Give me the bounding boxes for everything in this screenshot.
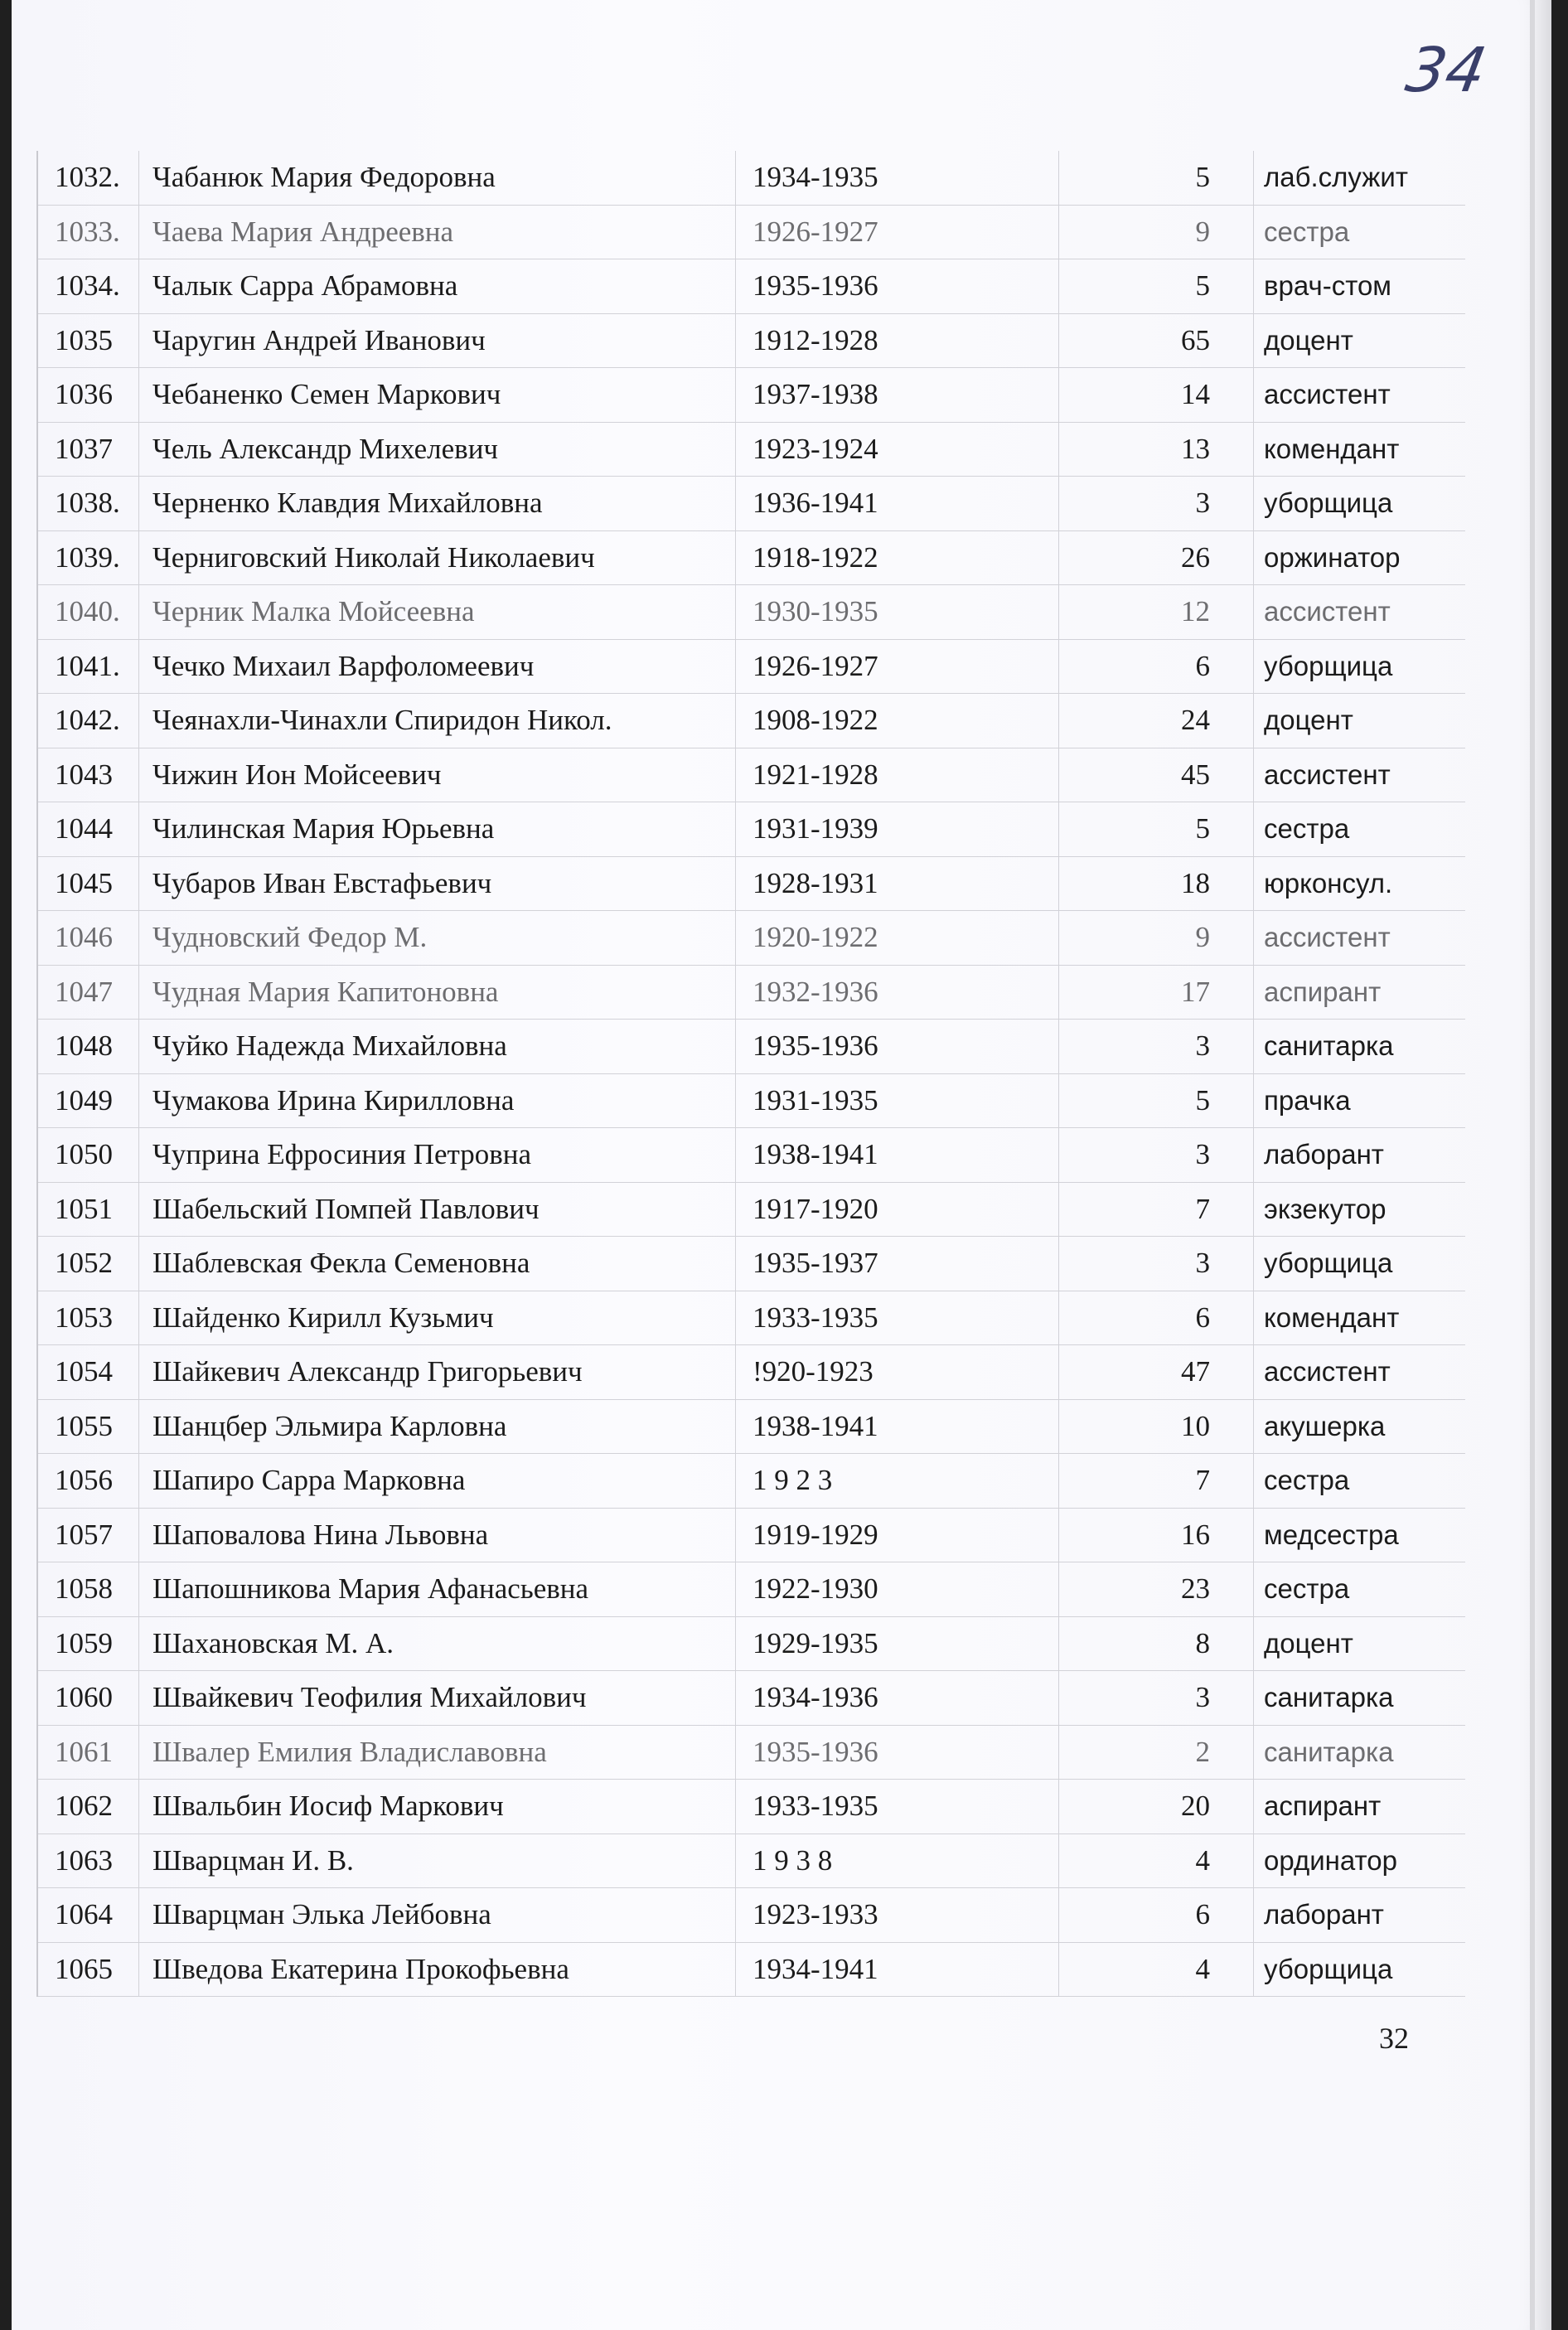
table-row xyxy=(38,1943,1465,1998)
table-row xyxy=(38,368,1465,423)
job-position: лаб.служит xyxy=(1264,162,1408,193)
job-position: ассистент xyxy=(1264,922,1391,953)
person-name: Чель Александр Михелевич xyxy=(139,423,736,477)
record-number: 1033. xyxy=(38,206,139,259)
table-row xyxy=(38,1834,1465,1889)
record-number: 1043 xyxy=(38,748,139,802)
record-number: 1052 xyxy=(38,1237,139,1291)
service-years: 1935-1936 xyxy=(736,1726,1059,1780)
table-row xyxy=(38,423,1465,477)
record-count: 5 xyxy=(1059,259,1254,313)
record-count: 5 xyxy=(1059,151,1254,205)
person-name: Шахановская М. А. xyxy=(139,1617,736,1671)
job-position: доцент xyxy=(1264,1627,1353,1659)
record-count: 18 xyxy=(1059,857,1254,911)
record-count: 65 xyxy=(1059,314,1254,368)
record-number: 1032. xyxy=(38,151,139,205)
record-count: 9 xyxy=(1059,206,1254,259)
record-count: 6 xyxy=(1059,1291,1254,1345)
record-number: 1035 xyxy=(38,314,139,368)
person-name: Шапиро Сарра Марковна xyxy=(139,1454,736,1508)
person-name: Швайкевич Теофилия Михайлович xyxy=(139,1671,736,1725)
person-name: Чуйко Надежда Михайловна xyxy=(139,1020,736,1073)
record-count: 17 xyxy=(1059,966,1254,1020)
service-years: 1912-1928 xyxy=(736,314,1059,368)
job-position: санитарка xyxy=(1264,1736,1394,1767)
record-count: 10 xyxy=(1059,1400,1254,1454)
record-number: 1054 xyxy=(38,1345,139,1399)
service-years: 1933-1935 xyxy=(736,1780,1059,1833)
record-count: 24 xyxy=(1059,694,1254,748)
person-name: Шварцман Элька Лейбовна xyxy=(139,1888,736,1942)
record-count: 14 xyxy=(1059,368,1254,422)
person-name: Шабельский Помпей Павлович xyxy=(139,1183,736,1237)
record-number: 1063 xyxy=(38,1834,139,1888)
job-position: аспирант xyxy=(1264,976,1382,1007)
record-count: 2 xyxy=(1059,1726,1254,1780)
job-position: прачка xyxy=(1264,1084,1351,1116)
record-count: 3 xyxy=(1059,1237,1254,1291)
document-page xyxy=(12,0,1551,2330)
record-count: 20 xyxy=(1059,1780,1254,1833)
table-row xyxy=(38,966,1465,1020)
service-years: 1923-1924 xyxy=(736,423,1059,477)
person-name: Черниговский Николай Николаевич xyxy=(139,531,736,585)
person-name: Шапошникова Мария Афанасьевна xyxy=(139,1562,736,1616)
table-row xyxy=(38,1454,1465,1509)
job-position: сестра xyxy=(1264,813,1350,845)
record-count: 3 xyxy=(1059,1128,1254,1182)
table-row xyxy=(38,585,1465,640)
record-number: 1044 xyxy=(38,802,139,856)
record-count: 23 xyxy=(1059,1562,1254,1616)
record-number: 1047 xyxy=(38,966,139,1020)
record-count: 3 xyxy=(1059,477,1254,530)
record-number: 1049 xyxy=(38,1074,139,1128)
table-row xyxy=(38,1562,1465,1617)
service-years: !920-1923 xyxy=(736,1345,1059,1399)
table-row xyxy=(38,1074,1465,1129)
record-number: 1038. xyxy=(38,477,139,530)
service-years: 1933-1935 xyxy=(736,1291,1059,1345)
record-number: 1057 xyxy=(38,1509,139,1562)
person-name: Черненко Клавдия Михайловна xyxy=(139,477,736,530)
table-row xyxy=(38,911,1465,966)
service-years: 1938-1941 xyxy=(736,1128,1059,1182)
service-years: 1917-1920 xyxy=(736,1183,1059,1237)
record-number: 1048 xyxy=(38,1020,139,1073)
person-name: Чалык Сарра Абрамовна xyxy=(139,259,736,313)
record-count: 6 xyxy=(1059,1888,1254,1942)
service-years: 1934-1935 xyxy=(736,151,1059,205)
record-count: 26 xyxy=(1059,531,1254,585)
record-number: 1051 xyxy=(38,1183,139,1237)
job-position: доцент xyxy=(1264,324,1353,356)
table-row xyxy=(38,477,1465,531)
record-count: 3 xyxy=(1059,1671,1254,1725)
service-years: 1936-1941 xyxy=(736,477,1059,530)
service-years: 1922-1930 xyxy=(736,1562,1059,1616)
record-number: 1041. xyxy=(38,640,139,694)
record-count: 9 xyxy=(1059,911,1254,965)
service-years: 1938-1941 xyxy=(736,1400,1059,1454)
record-number: 1062 xyxy=(38,1780,139,1833)
person-name: Шаповалова Нина Львовна xyxy=(139,1509,736,1562)
table-row xyxy=(38,1617,1465,1672)
record-count: 47 xyxy=(1059,1345,1254,1399)
job-position: медсестра xyxy=(1264,1519,1399,1550)
service-years: 1931-1935 xyxy=(736,1074,1059,1128)
table-row xyxy=(38,1291,1465,1346)
service-years: 1920-1922 xyxy=(736,911,1059,965)
table-row xyxy=(38,1509,1465,1563)
record-number: 1050 xyxy=(38,1128,139,1182)
person-name: Чаругин Андрей Иванович xyxy=(139,314,736,368)
record-count: 45 xyxy=(1059,748,1254,802)
table-row xyxy=(38,1345,1465,1400)
service-years: 1932-1936 xyxy=(736,966,1059,1020)
job-position: ассистент xyxy=(1264,758,1391,790)
job-position: лаборант xyxy=(1264,1139,1384,1170)
service-years: 1928-1931 xyxy=(736,857,1059,911)
service-years: 1926-1927 xyxy=(736,640,1059,694)
job-position: сестра xyxy=(1264,216,1350,247)
record-count: 12 xyxy=(1059,585,1254,639)
record-number: 1059 xyxy=(38,1617,139,1671)
person-name: Чумакова Ирина Кирилловна xyxy=(139,1074,736,1128)
job-position: экзекутор xyxy=(1264,1193,1387,1224)
job-position: ординатор xyxy=(1264,1844,1397,1876)
table-row xyxy=(38,1671,1465,1726)
table-row xyxy=(38,1400,1465,1455)
table-row xyxy=(38,748,1465,803)
person-name: Шанцбер Эльмира Карловна xyxy=(139,1400,736,1454)
record-number: 1034. xyxy=(38,259,139,313)
records-table xyxy=(36,151,1465,1997)
person-name: Чубаров Иван Евстафьевич xyxy=(139,857,736,911)
table-row xyxy=(38,531,1465,586)
service-years: 1935-1936 xyxy=(736,1020,1059,1073)
person-name: Чудная Мария Капитоновна xyxy=(139,966,736,1020)
service-years: 1919-1929 xyxy=(736,1509,1059,1562)
person-name: Швальбин Иосиф Маркович xyxy=(139,1780,736,1833)
job-position: уборщица xyxy=(1264,650,1393,681)
record-count: 13 xyxy=(1059,423,1254,477)
person-name: Чилинская Мария Юрьевна xyxy=(139,802,736,856)
record-number: 1046 xyxy=(38,911,139,965)
service-years: 1 9 3 8 xyxy=(736,1834,1059,1888)
person-name: Черник Малка Мойсеевна xyxy=(139,585,736,639)
person-name: Шайденко Кирилл Кузьмич xyxy=(139,1291,736,1345)
table-row xyxy=(38,314,1465,369)
record-number: 1064 xyxy=(38,1888,139,1942)
page-edge xyxy=(1530,0,1535,2330)
table-row xyxy=(38,1183,1465,1238)
service-years: 1926-1927 xyxy=(736,206,1059,259)
table-row xyxy=(38,1020,1465,1074)
record-number: 1055 xyxy=(38,1400,139,1454)
job-position: ассистент xyxy=(1264,1356,1391,1388)
job-position: санитарка xyxy=(1264,1682,1394,1713)
record-number: 1040. xyxy=(38,585,139,639)
job-position: уборщица xyxy=(1264,1953,1393,1984)
service-years: 1923-1933 xyxy=(736,1888,1059,1942)
record-number: 1056 xyxy=(38,1454,139,1508)
table-row xyxy=(38,694,1465,748)
record-number: 1065 xyxy=(38,1943,139,1997)
table-row xyxy=(38,857,1465,912)
job-position: уборщица xyxy=(1264,1247,1393,1279)
job-position: ассистент xyxy=(1264,596,1391,627)
record-count: 3 xyxy=(1059,1020,1254,1073)
page-number: 32 xyxy=(1379,2022,1409,2055)
record-number: 1060 xyxy=(38,1671,139,1725)
record-count: 6 xyxy=(1059,640,1254,694)
record-number: 1036 xyxy=(38,368,139,422)
record-number: 1058 xyxy=(38,1562,139,1616)
person-name: Чижин Ион Мойсеевич xyxy=(139,748,736,802)
record-count: 4 xyxy=(1059,1943,1254,1997)
record-number: 1042. xyxy=(38,694,139,748)
service-years: 1921-1928 xyxy=(736,748,1059,802)
job-position: юрконсул. xyxy=(1264,867,1393,899)
service-years: 1 9 2 3 xyxy=(736,1454,1059,1508)
person-name: Чудновский Федор М. xyxy=(139,911,736,965)
person-name: Чабанюк Мария Федоровна xyxy=(139,151,736,205)
record-count: 4 xyxy=(1059,1834,1254,1888)
service-years: 1908-1922 xyxy=(736,694,1059,748)
job-position: санитарка xyxy=(1264,1030,1394,1062)
job-position: оржинатор xyxy=(1264,541,1401,573)
service-years: 1937-1938 xyxy=(736,368,1059,422)
record-number: 1045 xyxy=(38,857,139,911)
job-position: комендант xyxy=(1264,433,1400,464)
job-position: лаборант xyxy=(1264,1899,1384,1930)
job-position: аспирант xyxy=(1264,1790,1382,1822)
job-position: сестра xyxy=(1264,1465,1350,1496)
record-count: 5 xyxy=(1059,1074,1254,1128)
record-number: 1039. xyxy=(38,531,139,585)
record-count: 7 xyxy=(1059,1454,1254,1508)
person-name: Шведова Екатерина Прокофьевна xyxy=(139,1943,736,1997)
record-count: 16 xyxy=(1059,1509,1254,1562)
service-years: 1918-1922 xyxy=(736,531,1059,585)
table-row xyxy=(38,206,1465,260)
table-row xyxy=(38,1237,1465,1291)
job-position: уборщица xyxy=(1264,487,1393,519)
person-name: Чечко Михаил Варфоломеевич xyxy=(139,640,736,694)
service-years: 1934-1936 xyxy=(736,1671,1059,1725)
handwritten-page-number: 34 xyxy=(1401,35,1492,106)
record-count: 8 xyxy=(1059,1617,1254,1671)
service-years: 1935-1936 xyxy=(736,259,1059,313)
record-number: 1061 xyxy=(38,1726,139,1780)
record-number: 1037 xyxy=(38,423,139,477)
person-name: Шаблевская Фекла Семеновна xyxy=(139,1237,736,1291)
table-row xyxy=(38,1128,1465,1183)
person-name: Шварцман И. В. xyxy=(139,1834,736,1888)
person-name: Швалер Емилия Владиславовна xyxy=(139,1726,736,1780)
table-row xyxy=(38,802,1465,857)
job-position: акушерка xyxy=(1264,1410,1386,1441)
table-row xyxy=(38,1888,1465,1943)
service-years: 1934-1941 xyxy=(736,1943,1059,1997)
person-name: Чебаненко Семен Маркович xyxy=(139,368,736,422)
job-position: доцент xyxy=(1264,705,1353,736)
service-years: 1929-1935 xyxy=(736,1617,1059,1671)
service-years: 1935-1937 xyxy=(736,1237,1059,1291)
job-position: сестра xyxy=(1264,1573,1350,1605)
service-years: 1930-1935 xyxy=(736,585,1059,639)
job-position: врач-стом xyxy=(1264,270,1391,302)
person-name: Чаева Мария Андреевна xyxy=(139,206,736,259)
table-row xyxy=(38,1726,1465,1780)
table-row xyxy=(38,1780,1465,1834)
table-row xyxy=(38,259,1465,314)
service-years: 1931-1939 xyxy=(736,802,1059,856)
table-row xyxy=(38,640,1465,695)
job-position: ассистент xyxy=(1264,379,1391,410)
table-row xyxy=(38,151,1465,206)
record-number: 1053 xyxy=(38,1291,139,1345)
person-name: Чеянахли-Чинахли Спиридон Никол. xyxy=(139,694,736,748)
record-count: 7 xyxy=(1059,1183,1254,1237)
job-position: комендант xyxy=(1264,1301,1400,1333)
person-name: Шайкевич Александр Григорьевич xyxy=(139,1345,736,1399)
record-count: 5 xyxy=(1059,802,1254,856)
person-name: Чуприна Ефросиния Петровна xyxy=(139,1128,736,1182)
